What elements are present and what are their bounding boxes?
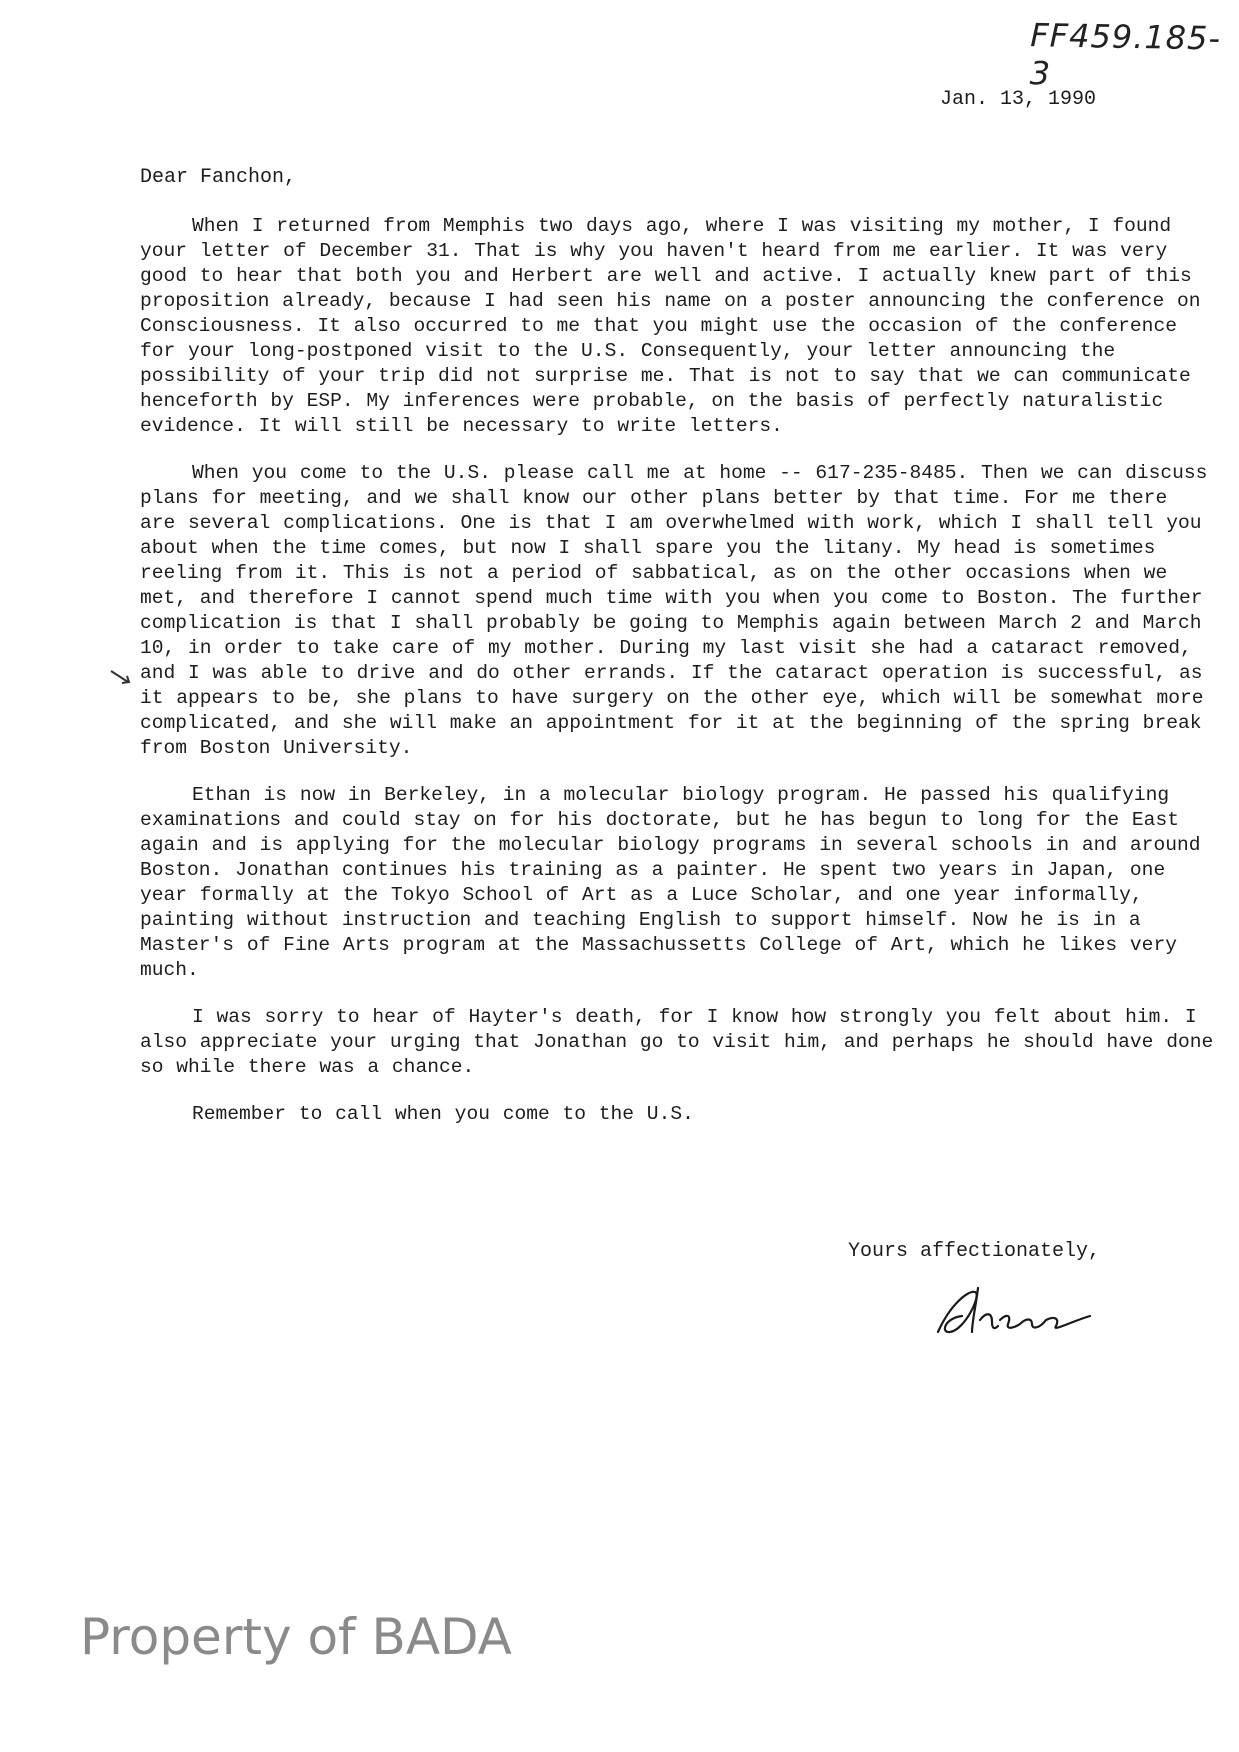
margin-arrow-icon [108,668,134,690]
closing: Yours affectionately, [848,1240,1101,1263]
paragraph-2: When you come to the U.S. please call me at home -- 617-235-8485. Then we can discuss plans for meeting, and we shall know our other plans better by that time. For me there are several complications. One is that I am overwhelmed with work, which I shall tell you about when the time comes, but now I shall spare you the litany. My head is sometimes reeling from it. This is not a period of sabbatical, as on the other occasions when we met, and therefore I cannot spend much time with you when you come to Boston. The further complication is that I shall probably be going to Memphis again between March 2 and March 10, in order to take care of my mother. During my last visit she had a cataract removed, and I was able to drive and do other errands. If the cataract operation is successful, as it appears to be, she plans to have surgery on the other eye, which will be somewhat more complicated, and she will make an appointment for it at the beginning of the spring break from Boston University. [140,462,1208,759]
paragraph-3: Ethan is now in Berkeley, in a molecular biology program. He passed his qualifying examinations and could stay on for his doctorate, but he has begun to long for the East again and is applying for the molecular biology programs in several schools in and around Boston. Jonathan continues his training as a painter. He spent two years in Japan, one year formally at the Tokyo School of Art as a Luce Scholar, and one year informally, painting without instruction and teaching English to support himself. Now he is in a Master's of Fine Arts program at the Massachussetts College of Art, which he likes very much. [140,784,1201,981]
paragraph-4: I was sorry to hear of Hayter's death, for I know how strongly you felt about him. I also appreciate your urging that Jonathan go to visit him, and perhaps he should have done so while there was a chance. [140,1006,1214,1078]
salutation: Dear Fanchon, [140,166,297,189]
paragraph-1: When I returned from Memphis two days ago, where I was visiting my mother, I found your letter of December 31. That is why you haven't heard from me earlier. It was very good to hear that both you and Herbert are well and active. I actually knew part of this proposition already, because I had seen his name on a poster announcing the conference on Consciousness. It also occurred to me that you might use the occasion of the conference for your long-postponed visit to the U.S. Consequently, your letter announcing the possibility of your trip did not surprise me. That is not to say that we can communicate henceforth by ESP. My inferences were probable, on the basis of perfectly naturalistic evidence. It will still be necessary to write letters. [140,215,1201,437]
letter-body [140,214,1215,1149]
handwritten-signature [920,1270,1120,1350]
archive-id: FF459.185-3 [1029,16,1222,93]
letter-date: Jan. 13, 1990 [940,88,1097,111]
paragraph-5: Remember to call when you come to the U.S. [192,1103,694,1125]
watermark: Property of BADA [80,1608,512,1666]
